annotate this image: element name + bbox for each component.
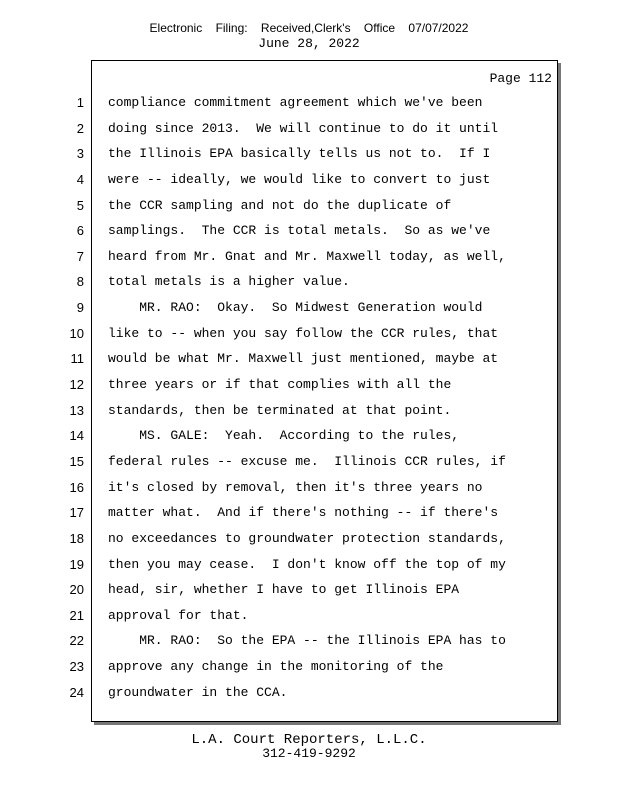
line-number: 22 (69, 633, 84, 649)
line-number: 24 (69, 684, 84, 700)
transcript-line: matter what. And if there's nothing -- if there's (108, 505, 499, 521)
transcript-line: heard from Mr. Gnat and Mr. Maxwell today, as well, (108, 248, 506, 264)
line-number: 5 (76, 197, 84, 213)
line-number: 12 (69, 377, 84, 393)
hearing-date: June 28, 2022 (258, 36, 360, 51)
transcript-line: like to -- when you say follow the CCR rules, that (108, 325, 499, 341)
transcript-line: would be what Mr. Maxwell just mentioned, maybe at (108, 351, 499, 367)
line-number-column (62, 94, 84, 709)
line-number: 9 (76, 300, 84, 316)
line-number: 6 (76, 223, 84, 239)
filing-stamp (0, 21, 618, 35)
filing-stamp-office: Office (363, 21, 396, 35)
transcript-line: samplings. The CCR is total metals. So as we've (108, 223, 491, 239)
line-number: 19 (69, 556, 84, 572)
transcript-line: groundwater in the CCA. (108, 684, 288, 700)
transcript-line: the Illinois EPA basically tells us not to. If I (108, 146, 491, 162)
transcript-line: no exceedances to groundwater protection standards, (108, 530, 506, 546)
filing-stamp-received: Received,Clerk's (260, 21, 351, 35)
transcript-line: it's closed by removal, then it's three years no (108, 479, 483, 495)
filing-stamp-electronic: Electronic (149, 21, 203, 35)
transcript-line: MS. GALE: Yeah. According to the rules, (108, 428, 460, 444)
line-number: 15 (69, 453, 84, 469)
line-number: 21 (69, 607, 84, 623)
line-number: 20 (69, 582, 84, 598)
line-number: 10 (69, 325, 84, 341)
transcript-line: then you may cease. I don't know off the top of my (108, 556, 506, 572)
filing-stamp-date: 07/07/2022 (408, 21, 469, 35)
transcript-line: three years or if that complies with all the (108, 377, 452, 393)
transcript-line: the CCR sampling and not do the duplicate of (108, 197, 452, 213)
line-number: 23 (69, 659, 84, 675)
line-number: 14 (69, 428, 84, 444)
transcript-line: were -- ideally, we would like to convert to just (108, 171, 491, 187)
transcript-line: compliance commitment agreement which we've been (108, 95, 483, 110)
transcript-text (108, 94, 548, 709)
line-number: 17 (69, 505, 84, 521)
page-number: Page 112 (489, 71, 552, 86)
transcript-line: standards, then be terminated at that point. (108, 402, 452, 418)
line-number: 7 (76, 248, 84, 264)
line-number: 11 (70, 351, 84, 367)
line-number: 4 (76, 171, 84, 187)
transcript-line: MR. RAO: So the EPA -- the Illinois EPA has to (108, 633, 506, 649)
line-number: 16 (69, 479, 84, 495)
line-number: 18 (69, 530, 84, 546)
line-number: 8 (76, 274, 84, 290)
line-number: 1 (76, 95, 84, 110)
footer-company: L.A. Court Reporters, L.L.C. (191, 732, 427, 748)
transcript-line: approval for that. (108, 607, 249, 623)
transcript-line: head, sir, whether I have to get Illinois EPA (108, 582, 460, 598)
line-number: 3 (76, 146, 84, 162)
footer-phone: 312-419-9292 (262, 746, 356, 761)
transcript-line: total metals is a higher value. (108, 274, 350, 290)
transcript-line: federal rules -- excuse me. Illinois CCR rules, if (108, 453, 506, 469)
transcript-line: MR. RAO: Okay. So Midwest Generation would (108, 300, 483, 316)
transcript-line: approve any change in the monitoring of the (108, 659, 444, 675)
filing-stamp-filing: Filing: (215, 21, 248, 35)
line-number: 2 (76, 120, 84, 136)
transcript-line: doing since 2013. We will continue to do it until (108, 120, 499, 136)
line-number: 13 (69, 402, 84, 418)
